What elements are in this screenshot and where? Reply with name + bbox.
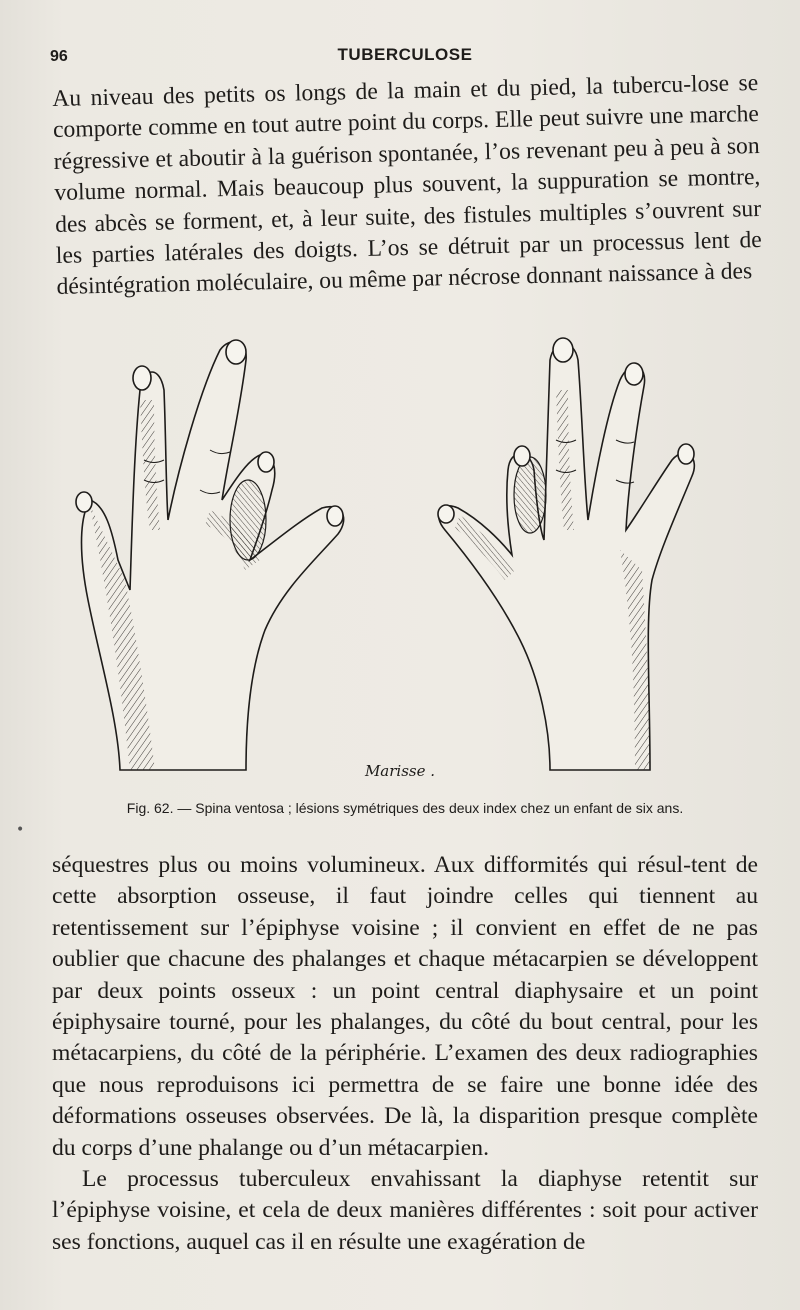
figure-caption: Fig. 62. — Spina ventosa ; lésions symétriques des deux index chez un enfant de six ans. <box>126 800 684 816</box>
body-paragraph-continued: séquestres plus ou moins volumineux. Aux difformités qui résul-tent de cette absorption osseuse, il faut joindre celles qui tiennent au retentissement sur l’épiphyse voisine ; il convient en effet de ne pas oublier que chacune des phalanges et chaque métacarpien se développent par deux points osseux : un point central diaphysaire et un point épiphysaire tourné, pour les phalanges, du côté du bout central, pour les métacarpiens, du côté de la périphérie. L’examen des deux radiographies que nous reproduisons ici permettra de se faire une bonne idée des déformations osseuses observées. De là, la disparition presque complète du corps d’une phalange ou d’un métacarpien. <box>52 852 758 1161</box>
figure-hands-illustration <box>60 330 750 790</box>
margin-dot: • <box>16 822 25 838</box>
body-paragraph-next: Le processus tuberculeux envahissant la diaphyse retentit sur l’épiphyse voisine, et cela de deux manières différentes : soit pour activer ses fonctions, auquel cas il en résulte une exagération de <box>52 1166 758 1255</box>
page-number: 96 <box>50 48 68 65</box>
left-hand-drawing <box>76 340 344 770</box>
page-header <box>50 40 760 70</box>
body-text-bottom <box>52 850 758 1258</box>
body-paragraph-top: Au niveau des petits os longs de la main et du pied, la tubercu-lose se comporte comme en tout autre point du corps. Elle peut suivre une marche régressive et aboutir à la guérison spontanée, l’os revenant peu à peu à son volume normal. Mais beaucoup plus souvent, la suppuration se montre, des abcès se forment, et, à leur suite, des fistules multiples s’ouvrent sur les parties latérales des doigts. L’os se détruit par un processus lent de désintégration moléculaire, ou même par nécrose donnant naissance à des <box>52 69 763 301</box>
hands-engraving <box>60 330 750 790</box>
running-head: TUBERCULOSE <box>337 45 473 64</box>
right-hand-drawing <box>438 338 694 770</box>
engraver-signature: Marisse . <box>364 762 436 780</box>
